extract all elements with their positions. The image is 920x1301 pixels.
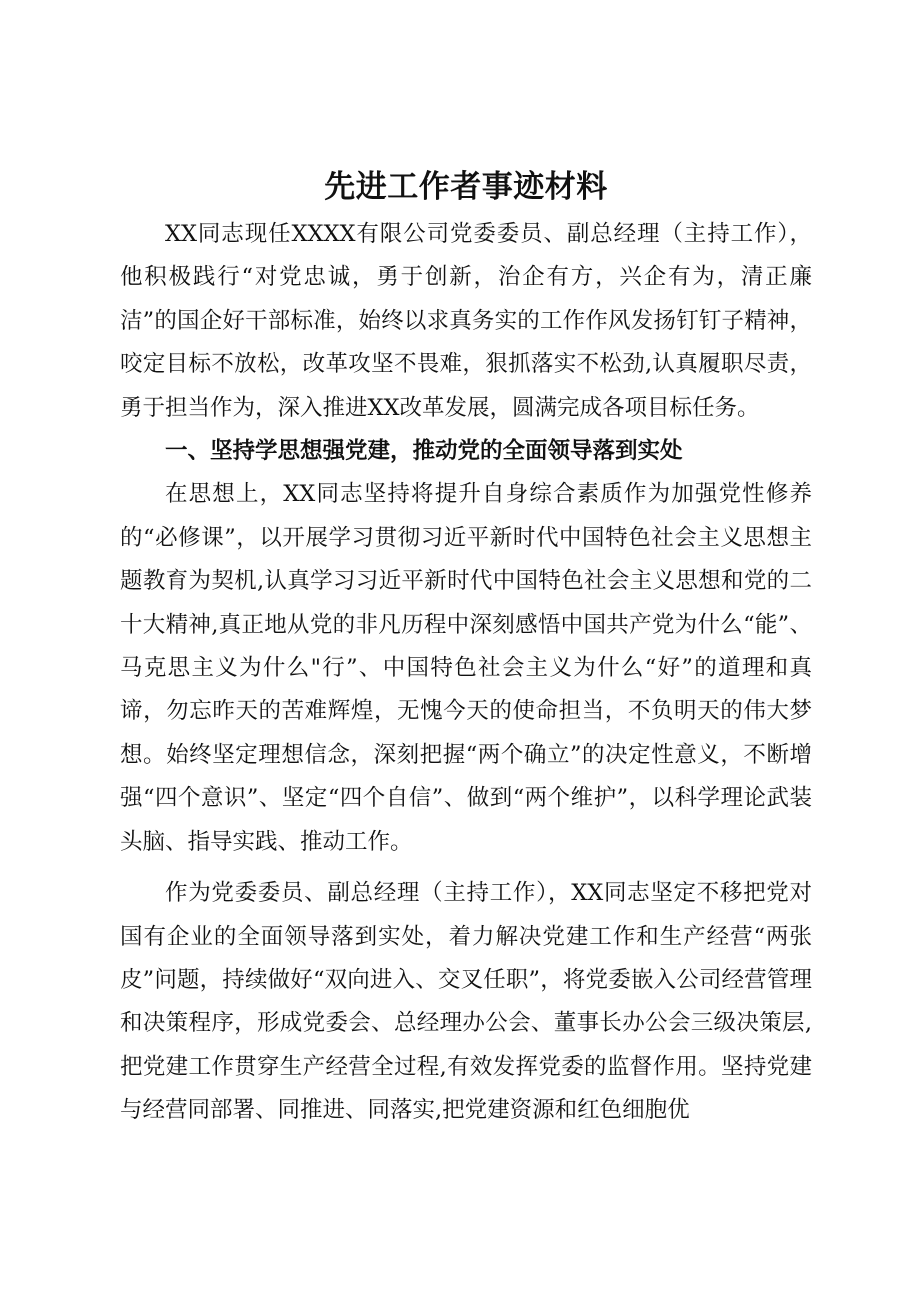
section-paragraph-2: 作为党委委员、副总经理（主持工作），XX同志坚定不移把党对国有企业的全面领导落到实处，着力解决党建工作和生产经营“两张皮”问题，持续做好“双向进入、交叉任职”，将党委嵌入公司经营管理和决策程序，形成党委会、总经理办公会、董事长办公会三级决策层,把党建工作贯穿生产经营全过程,有效发挥党委的监督作用。坚持党建与经营同部署、同推进、同落实,把党建资源和红色细胞优 (120, 880, 812, 1124)
intro-paragraph: XX同志现任XXXX有限公司党委委员、副总经理（主持工作），他积极践行“对党忠诚，勇于创新，治企有方，兴企有为，清正廉洁”的国企好干部标准，始终以求真务实的工作作风发扬钉钉子精神，咬定目标不放松，改革攻坚不畏难，狠抓落实不松劲,认真履职尽责，勇于担当作为，深入推进XX改革发展，圆满完成各项目标任务。 (120, 221, 812, 421)
section-paragraph-1: 在思想上，XX同志坚持将提升自身综合素质作为加强党性修养的“必修课”，以开展学习贯彻习近平新时代中国特色社会主义思想主题教育为契机,认真学习习近平新时代中国特色社会主义思想和党的二十大精神,真正地从党的非凡历程中深刻感悟中国共产党为什么“能”、马克思主义为什么"行”、中国特色社会主义为什么“好”的道理和真谛，勿忘昨天的苦难辉煌，无愧今天的使命担当，不负明天的伟大梦想。始终坚定理想信念，深刻把握“两个确立”的决定性意义，不断增强“四个意识”、坚定“四个自信”、做到“两个维护”，以科学理论武装头脑、指导实践、推动工作。 (120, 481, 812, 855)
section-heading: 一、坚持学思想强党建，推动党的全面领导落到实处 (165, 438, 683, 465)
document-title: 先进工作者事迹材料 (324, 169, 608, 205)
